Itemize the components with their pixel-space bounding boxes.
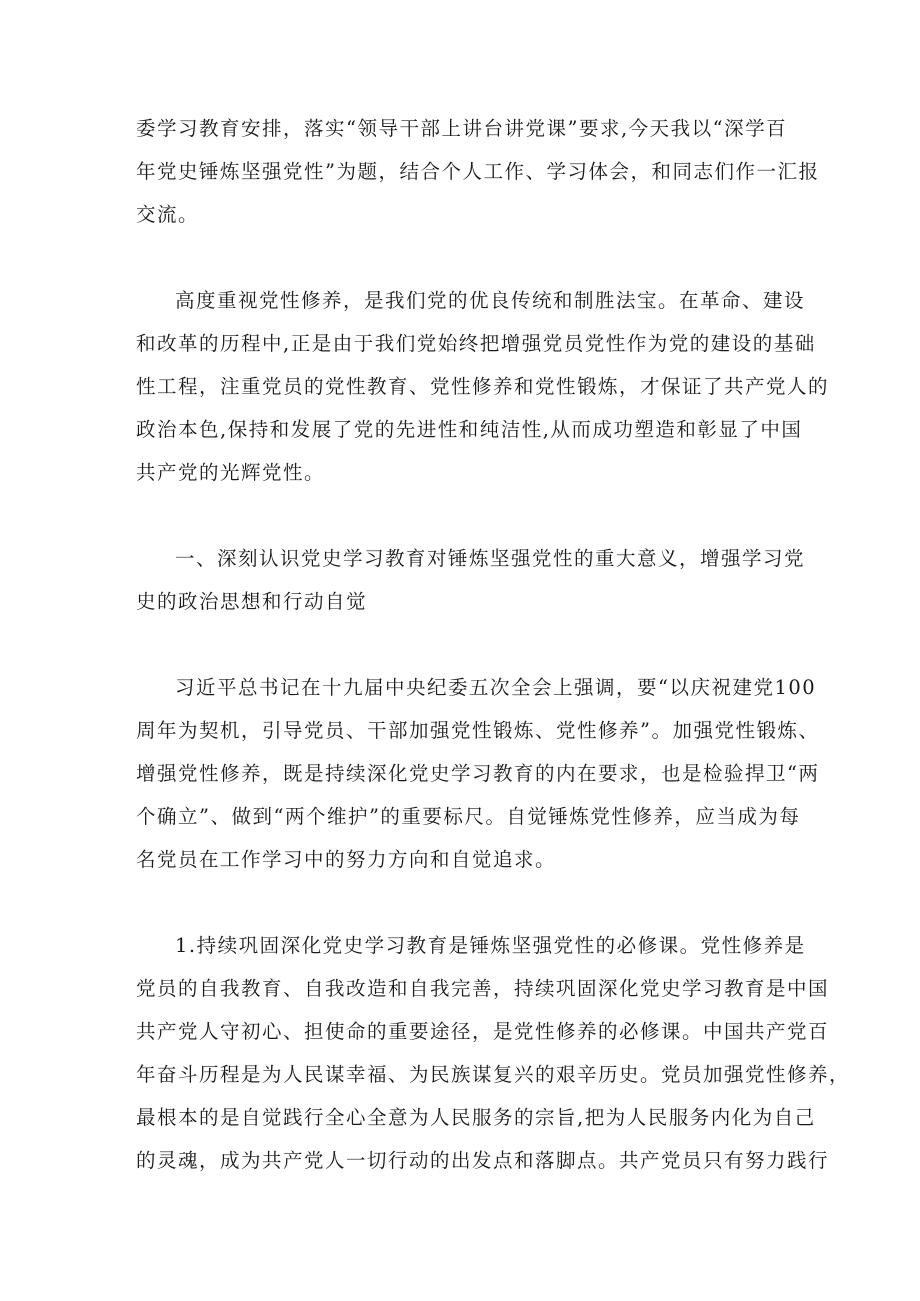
text-line: 性工程，注重党员的党性教育、党性修养和党性锻炼，才保证了共产党人的: [136, 375, 830, 398]
text-line: 名党员在工作学习中的努力方向和自觉追求。: [136, 848, 557, 871]
text-line: 共产党的光辉党性。: [136, 461, 326, 484]
text-line: 个确立”、做到“两个维护”的重要标尺。自觉锤炼党性修养，应当成为每: [136, 805, 801, 828]
text-line: 共产党人守初心、担使命的重要途径，是党性修养的必修课。中国共产党百: [136, 1020, 830, 1043]
text-line: 史的政治思想和行动自觉: [136, 590, 368, 613]
text-line: 的灵魂，成为共产党人一切行动的出发点和落脚点。共产党员只有努力践行: [136, 1149, 830, 1172]
text-line: 1.持续巩固深化党史学习教育是锤炼坚强党性的必修课。党性修养是: [175, 934, 806, 957]
text-line: 一、深刻认识党史学习教育对锤炼坚强党性的重大意义，增强学习党: [175, 547, 806, 570]
text-line: 交流。: [136, 203, 200, 226]
text-line: 和改革的历程中,正是由于我们党始终把增强党员党性作为党的建设的基础: [136, 332, 816, 355]
text-line: 增强党性修养，既是持续深化党史学习教育的内在要求，也是检验捍卫“两: [136, 762, 820, 785]
paragraph-party-spirit-tradition: [136, 279, 830, 494]
section-heading: [136, 537, 806, 623]
text-line: 最根本的是自觉践行全心全意为人民服务的宗旨,把为人民服务内化为自己: [136, 1106, 816, 1129]
paragraph-intro-continued: [136, 107, 820, 236]
text-line: 委学习教育安排，落实“领导干部上讲台讲党课”要求,今天我以“深学百: [136, 117, 788, 140]
text-line: 习近平总书记在十九届中央纪委五次全会上强调，要“以庆祝建党100: [175, 676, 817, 699]
text-line: 党员的自我教育、自我改造和自我完善，持续巩固深化党史学习教育是中国: [136, 977, 830, 1000]
text-line: 周年为契机，引导党员、干部加强党性锻炼、党性修养”。加强党性锻炼、: [136, 719, 820, 742]
paragraph-point-one: [136, 924, 851, 1182]
paragraph-xi-quote: [136, 666, 820, 881]
text-line: 政治本色,保持和发展了党的先进性和纯洁性,从而成功塑造和彰显了中国: [136, 418, 803, 441]
text-line: 高度重视党性修养，是我们党的优良传统和制胜法宝。在革命、建设: [175, 289, 806, 312]
text-line: 年党史锤炼坚强党性”为题，结合个人工作、学习体会，和同志们作一汇报: [136, 160, 820, 183]
text-line: 年奋斗历程是为人民谋幸福、为民族谋复兴的艰辛历史。党员加强党性修养，: [136, 1063, 851, 1086]
